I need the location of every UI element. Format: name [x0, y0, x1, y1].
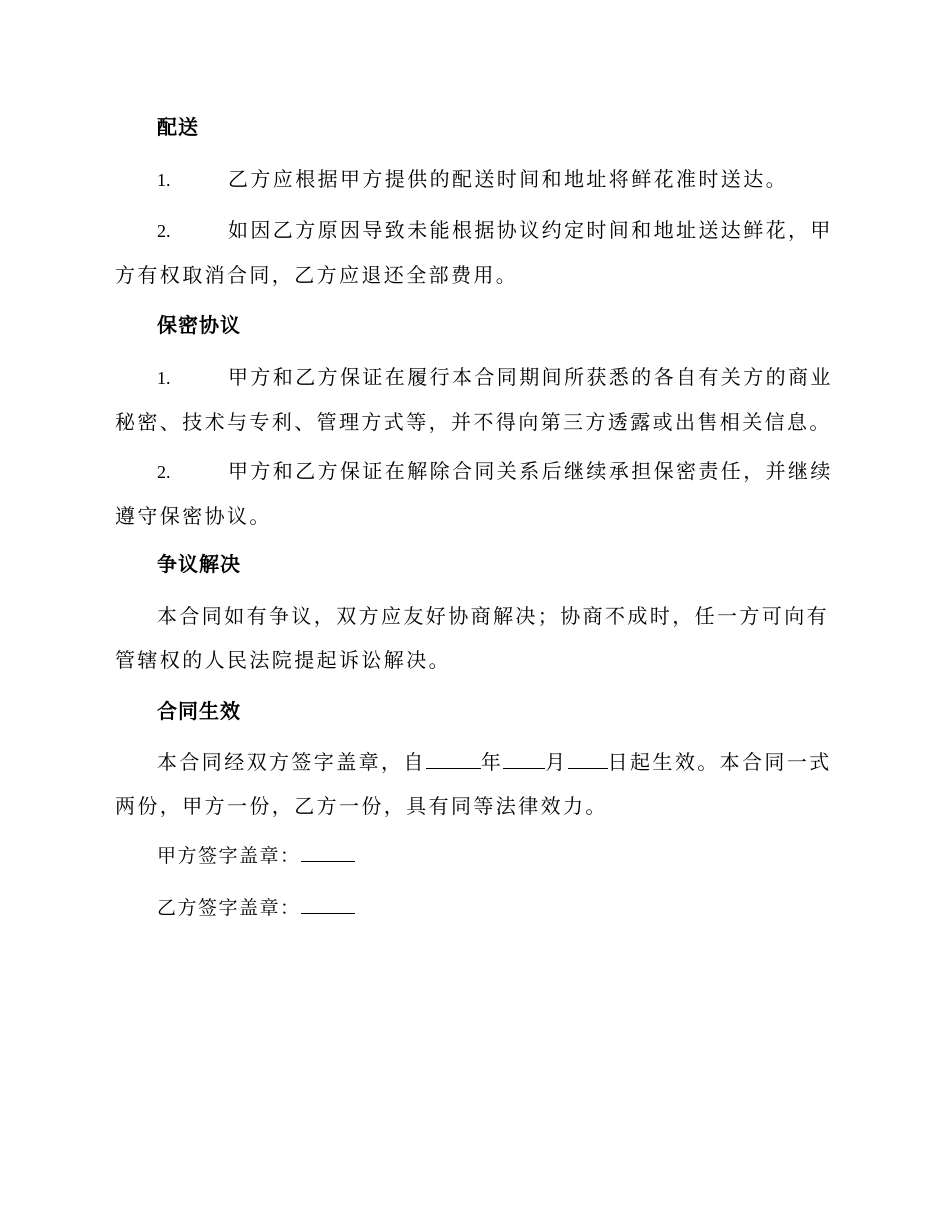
delivery-item-2	[115, 208, 835, 297]
party-a-signature-label: 甲方签字盖章：	[157, 845, 301, 867]
party-b-signature-label: 乙方签字盖章：	[157, 897, 301, 919]
item-number: 1.	[157, 368, 171, 388]
month-label: 月	[545, 750, 568, 774]
year-label: 年	[480, 750, 504, 774]
confidentiality-item-1	[115, 355, 835, 444]
party-b-signature-line	[157, 894, 355, 922]
paragraph-text: 本合同如有争议，双方应友好协商解决；协商不成时，任一方可向有管辖权的人民法院提起诉讼解决。	[115, 604, 829, 672]
dispute-paragraph	[115, 594, 835, 682]
party-a-signature-blank	[301, 843, 355, 862]
section-heading-effect: 合同生效	[157, 699, 241, 723]
item-text: 甲方和乙方保证在解除合同关系后继续承担保密责任，并继续遵守保密协议。	[115, 459, 833, 528]
confidentiality-item-2	[115, 449, 835, 538]
section-heading-confidentiality: 保密协议	[157, 313, 241, 337]
year-blank	[426, 750, 481, 769]
party-a-signature-line	[157, 842, 355, 870]
party-b-signature-blank	[301, 895, 355, 914]
month-blank	[503, 750, 545, 769]
item-number: 2.	[157, 221, 171, 241]
paragraph-text-a: 本合同经双方签字盖章，自	[157, 750, 426, 774]
item-number: 1.	[157, 170, 171, 190]
day-blank	[568, 750, 608, 769]
delivery-item-1	[115, 157, 835, 202]
section-heading-dispute: 争议解决	[157, 552, 241, 576]
item-number: 2.	[157, 462, 171, 482]
paragraph-text-b: 日起生效。本合同一式两份，甲方一份，乙方一份，具有同等法律效力。	[115, 750, 832, 818]
item-text: 甲方和乙方保证在履行本合同期间所获悉的各自有关方的商业秘密、技术与专利、管理方式等，并不得向第三方透露或出售相关信息。	[115, 365, 833, 434]
item-text: 如因乙方原因导致未能根据协议约定时间和地址送达鲜花，甲方有权取消合同，乙方应退还全部费用。	[115, 218, 833, 287]
effect-paragraph	[115, 740, 835, 828]
item-text: 乙方应根据甲方提供的配送时间和地址将鲜花准时送达。	[228, 167, 788, 191]
section-heading-delivery: 配送	[157, 115, 199, 139]
